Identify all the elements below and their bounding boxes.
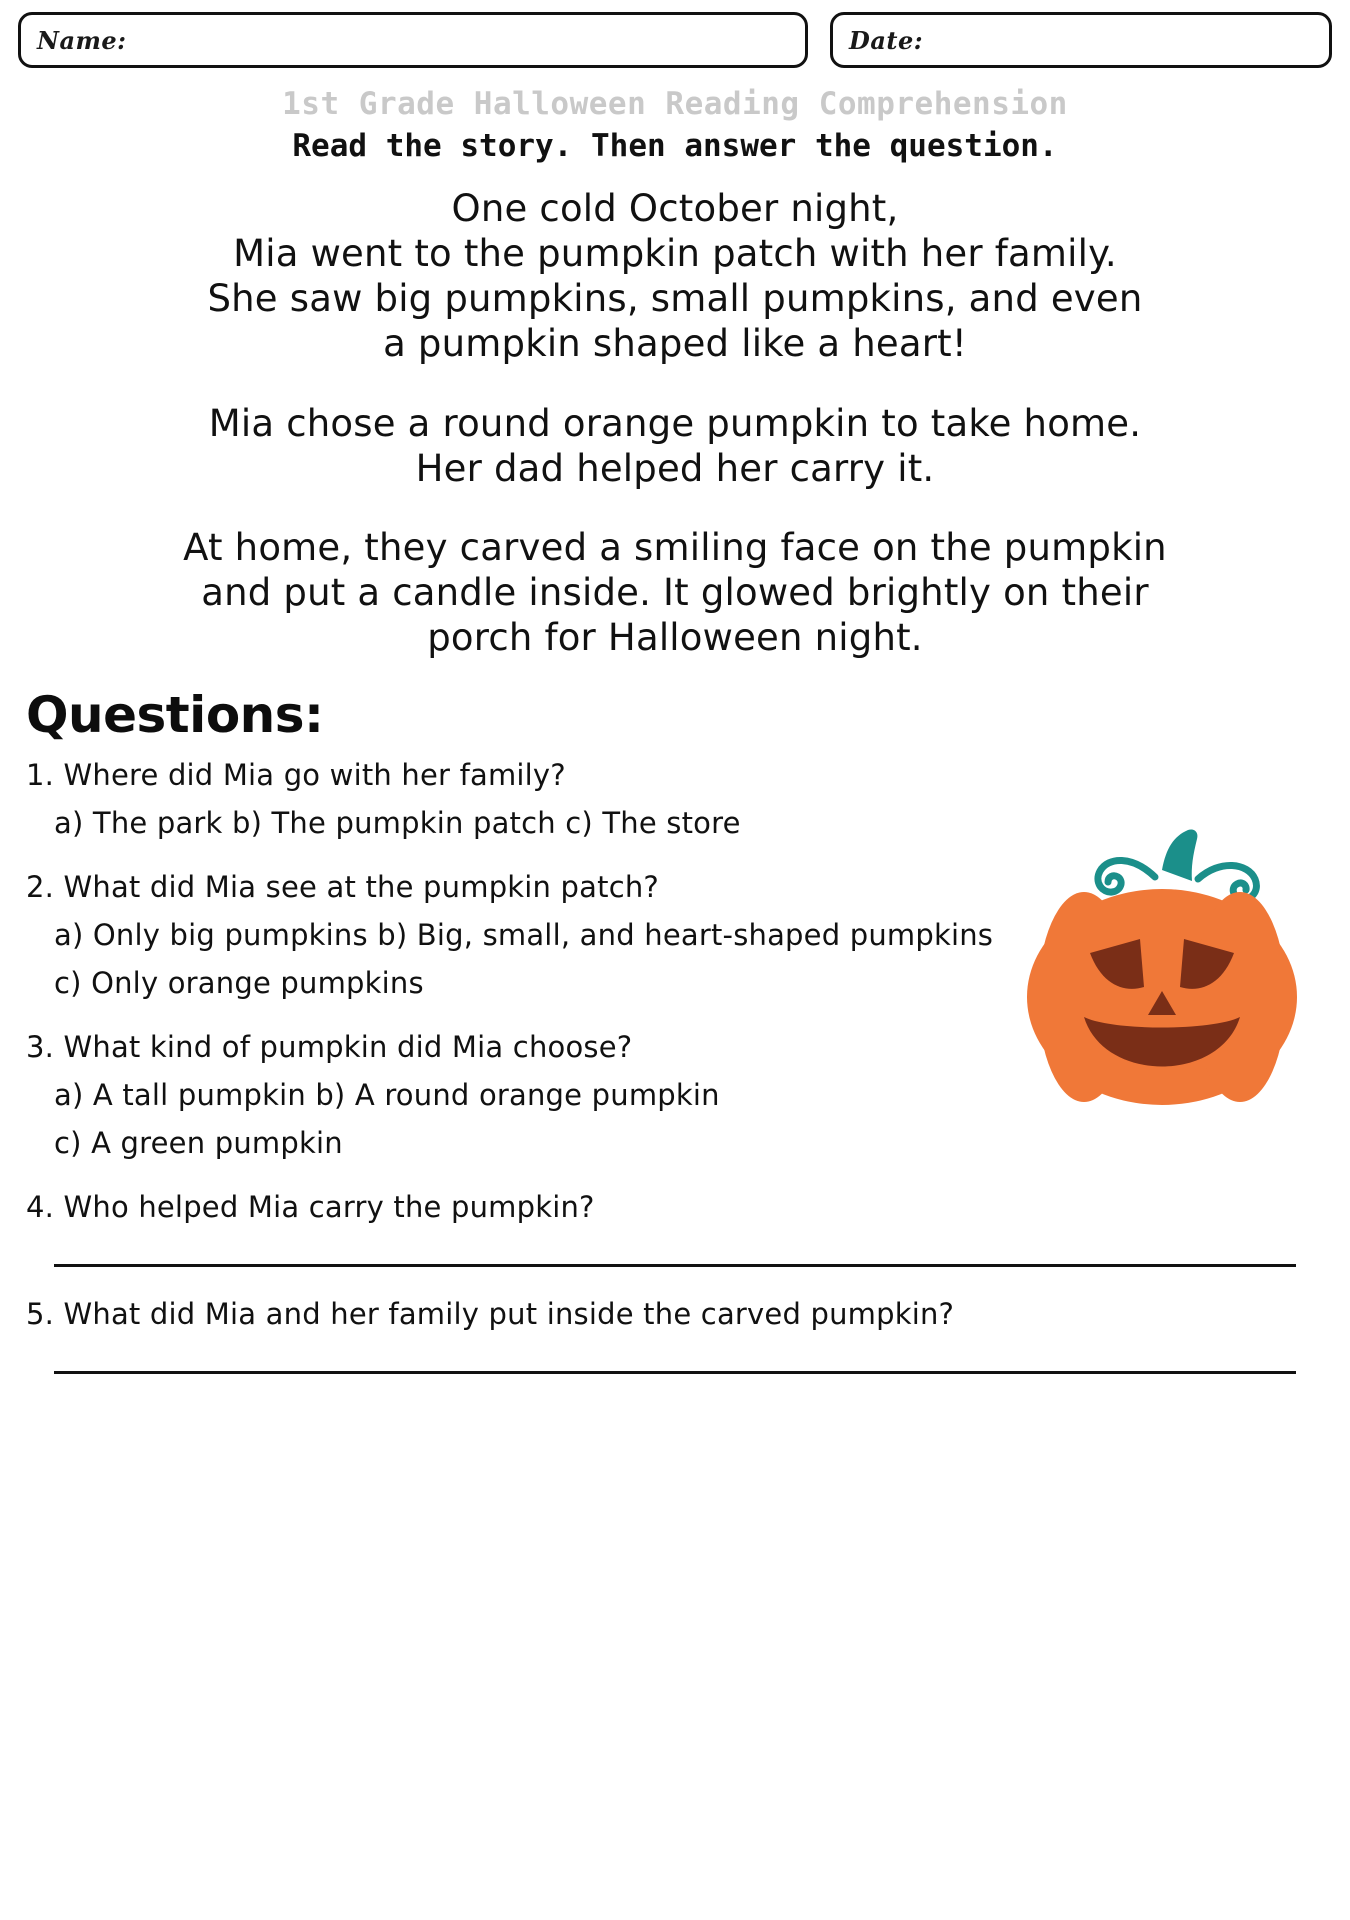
header-fields [0, 0, 1350, 68]
answer-write-line[interactable] [54, 1264, 1296, 1267]
story-passage [0, 186, 1350, 660]
question-prompt: What kind of pumpkin did Mia choose? [63, 1030, 633, 1065]
story-line: and put a candle inside. It glowed brightly on their [201, 570, 1149, 614]
story-line: She saw big pumpkins, small pumpkins, and even [207, 277, 1143, 321]
question-number: 1. [26, 758, 55, 793]
worksheet-subject-title: 1st Grade Halloween Reading Comprehension [282, 86, 1068, 122]
question-number: 4. [26, 1190, 55, 1225]
question-text [26, 1190, 1324, 1224]
story-line: Mia chose a round orange pumpkin to take home. [208, 401, 1142, 445]
choice-line[interactable]: a) The park b) The pumpkin patch c) The store [54, 806, 741, 841]
question-number: 2. [26, 870, 55, 905]
question-prompt: What did Mia and her family put inside the carved pumpkin? [63, 1297, 955, 1332]
answer-write-line[interactable] [54, 1371, 1296, 1374]
worksheet-instruction: Read the story. Then answer the question. [292, 128, 1058, 164]
name-field[interactable] [18, 12, 808, 68]
story-line: a pumpkin shaped like a heart! [383, 322, 967, 366]
question-prompt: Who helped Mia carry the pumpkin? [63, 1190, 595, 1225]
jack-o-lantern-icon [1012, 815, 1312, 1115]
question-prompt: Where did Mia go with her family? [63, 758, 566, 793]
name-label: Name: [37, 25, 127, 55]
choice-line[interactable]: c) Only orange pumpkins [54, 966, 424, 1001]
date-label: Date: [849, 25, 924, 55]
question-text [26, 758, 1324, 792]
story-line: Her dad helped her carry it. [415, 446, 935, 490]
question-text [26, 1297, 1324, 1331]
choice-line[interactable]: a) Only big pumpkins b) Big, small, and heart-shaped pumpkins [54, 918, 994, 953]
question-item [26, 1297, 1324, 1374]
date-field[interactable] [830, 12, 1332, 68]
story-line: One cold October night, [451, 187, 899, 230]
story-line: Mia went to the pumpkin patch with her family. [233, 232, 1117, 276]
story-line: porch for Halloween night. [427, 616, 923, 659]
question-prompt: What did Mia see at the pumpkin patch? [63, 870, 660, 905]
paragraph-gap [30, 367, 1320, 401]
paragraph-gap [30, 491, 1320, 525]
question-number: 3. [26, 1030, 55, 1065]
question-item [26, 1190, 1324, 1267]
choice-line[interactable]: a) A tall pumpkin b) A round orange pumpkin [54, 1078, 720, 1113]
story-line: At home, they carved a smiling face on the pumpkin [183, 525, 1167, 569]
question-number: 5. [26, 1297, 55, 1332]
choice-line[interactable]: c) A green pumpkin [54, 1126, 343, 1161]
questions-heading: Questions: [26, 686, 324, 745]
